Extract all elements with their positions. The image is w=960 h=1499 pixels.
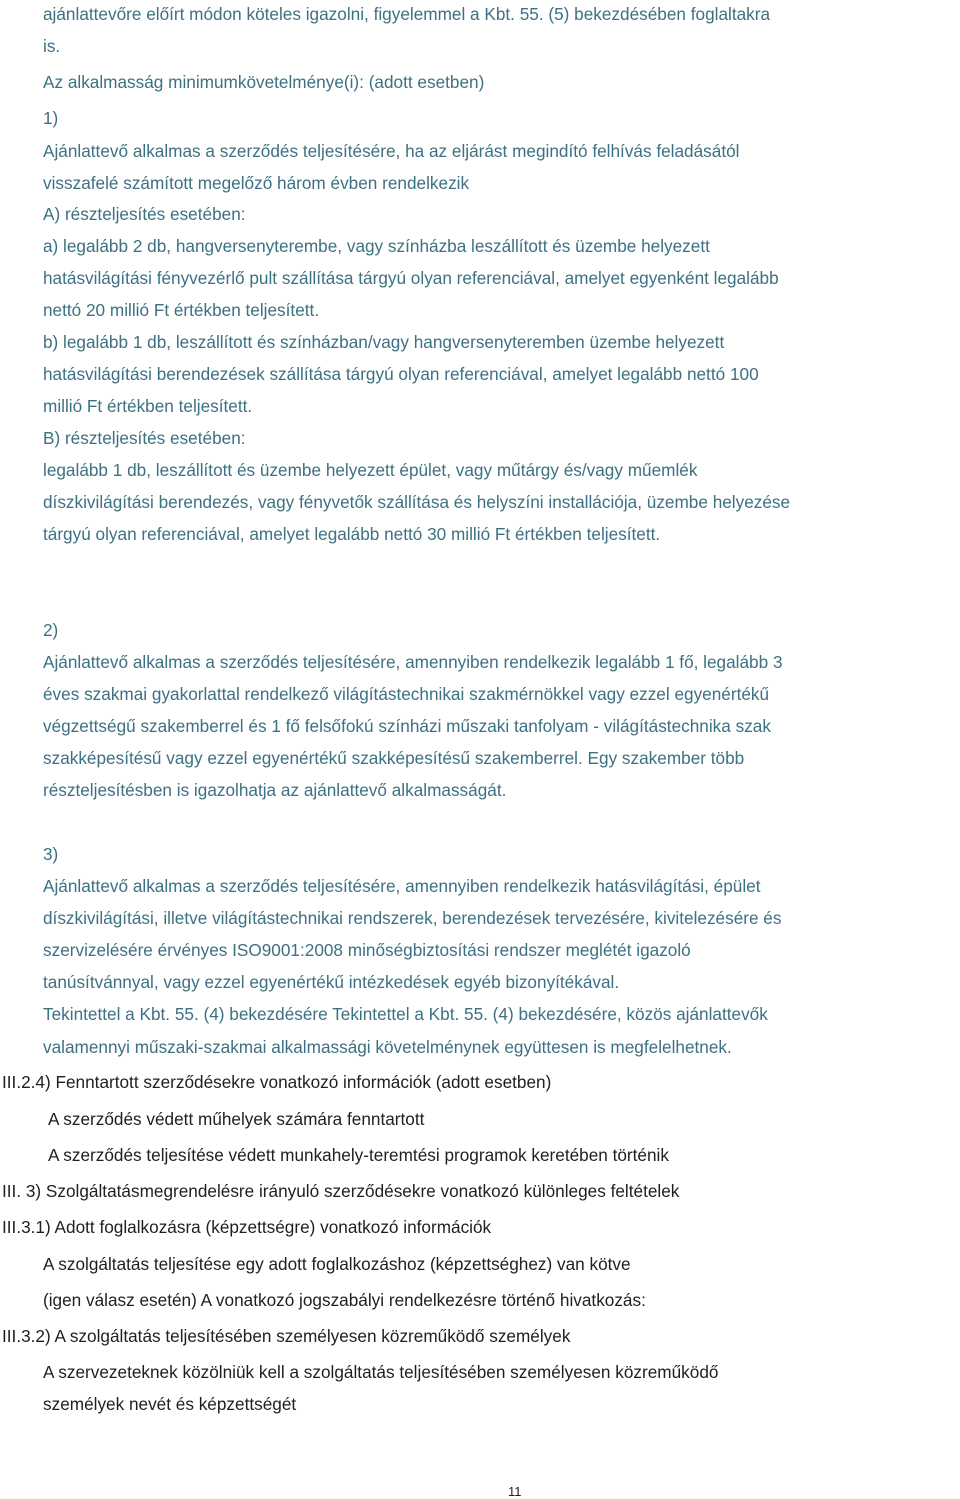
paragraph-line: hatásvilágítási berendezések szállítása tárgyú olyan referenciával, amelyet legalább nettó 100 bbox=[43, 364, 759, 384]
paragraph-line: végzettségű szakemberrel és 1 fő felsőfokú színházi műszaki tanfolyam - világítástechnika szak bbox=[43, 716, 771, 736]
paragraph-line: Ajánlattevő alkalmas a szerződés teljesítésére, amennyiben rendelkezik hatásvilágítási, épület bbox=[43, 876, 761, 896]
paragraph-line: díszkivilágítási berendezés, vagy fényvetők szállítása és helyszíni installációja, üzembe helyezése bbox=[43, 492, 791, 512]
paragraph-line: éves szakmai gyakorlattal rendelkező világítástechnikai szakmérnökkel vagy ezzel egyenértékű bbox=[43, 684, 770, 704]
paragraph-line: a) legalább 2 db, hangversenyterembe, vagy színházba leszállított és üzembe helyezett bbox=[43, 236, 710, 256]
item-number: 1) bbox=[43, 108, 59, 128]
section-heading: III.3.2) A szolgáltatás teljesítésében személyesen közreműködő személyek bbox=[2, 1326, 571, 1346]
paragraph-line: visszafelé számított megelőző három évben rendelkezik bbox=[43, 173, 470, 193]
item-number: 3) bbox=[43, 844, 59, 864]
paragraph-line: millió Ft értékben teljesített. bbox=[43, 396, 253, 416]
paragraph-line: szakképesítésű vagy ezzel egyenértékű szakképesítésű szakemberrel. Egy szakember több bbox=[43, 748, 745, 768]
paragraph-line: szervizelésére érvényes ISO9001:2008 minőségbiztosítási rendszer meglétét igazoló bbox=[43, 940, 691, 960]
paragraph-line: tanúsítvánnyal, vagy ezzel egyenértékű intézkedések egyéb bizonyítékával. bbox=[43, 972, 620, 992]
section-line: személyek nevét és képzettségét bbox=[43, 1394, 297, 1414]
section-title: Az alkalmasság minimumkövetelménye(i): (adott esetben) bbox=[43, 72, 485, 92]
paragraph-line: nettó 20 millió Ft értékben teljesített. bbox=[43, 300, 320, 320]
paragraph-line: Ajánlattevő alkalmas a szerződés teljesítésére, ha az eljárást megindító felhívás feladásától bbox=[43, 141, 740, 161]
paragraph-line: részteljesítésben is igazolhatja az ajánlattevő alkalmasságát. bbox=[43, 780, 507, 800]
section-line: (igen válasz esetén) A vonatkozó jogszabályi rendelkezésre történő hivatkozás: bbox=[43, 1290, 646, 1310]
section-line: A szolgáltatás teljesítése egy adott foglalkozáshoz (képzettséghez) van kötve bbox=[43, 1254, 631, 1274]
paragraph-line: b) legalább 1 db, leszállított és színházban/vagy hangversenyteremben üzembe helyezett bbox=[43, 332, 725, 352]
paragraph-line: Ajánlattevő alkalmas a szerződés teljesítésére, amennyiben rendelkezik legalább 1 fő, legalább 3 bbox=[43, 652, 783, 672]
section-line: A szerződés védett műhelyek számára fenntartott bbox=[48, 1109, 425, 1129]
section-heading: III.2.4) Fenntartott szerződésekre vonatkozó információk (adott esetben) bbox=[2, 1072, 552, 1092]
page-number: 11 bbox=[508, 1484, 522, 1499]
paragraph-line: is. bbox=[43, 36, 61, 56]
subheading: A) részteljesítés esetében: bbox=[43, 204, 246, 224]
paragraph-line: ajánlattevőre előírt módon köteles igazolni, figyelemmel a Kbt. 55. (5) bekezdésében foglaltakra bbox=[43, 4, 771, 24]
section-heading: III.3.1) Adott foglalkozásra (képzettségre) vonatkozó információk bbox=[2, 1217, 492, 1237]
subheading: B) részteljesítés esetében: bbox=[43, 428, 246, 448]
paragraph-line: Tekintettel a Kbt. 55. (4) bekezdésére Tekintettel a Kbt. 55. (4) bekezdésére, közös ajánlattevők bbox=[43, 1004, 768, 1024]
paragraph-line: díszkivilágítási, illetve világítástechnikai rendszerek, berendezések tervezésére, kivitelezésére és bbox=[43, 908, 782, 928]
paragraph-line: hatásvilágítási fényvezérlő pult szállítása tárgyú olyan referenciával, amelyet egyenként legalább bbox=[43, 268, 779, 288]
paragraph-line: legalább 1 db, leszállított és üzembe helyezett épület, vagy műtárgy és/vagy műemlék bbox=[43, 460, 698, 480]
item-number: 2) bbox=[43, 620, 59, 640]
paragraph-line: tárgyú olyan referenciával, amelyet legalább nettó 30 millió Ft értékben teljesített. bbox=[43, 524, 661, 544]
paragraph-line: valamennyi műszaki-szakmai alkalmassági követelménynek együttesen is megfelelhetnek. bbox=[43, 1037, 732, 1057]
section-heading: III. 3) Szolgáltatásmegrendelésre irányuló szerződésekre vonatkozó különleges feltételek bbox=[2, 1181, 680, 1201]
section-line: A szervezeteknek közölniük kell a szolgáltatás teljesítésében személyesen közreműködő bbox=[43, 1362, 719, 1382]
section-line: A szerződés teljesítése védett munkahely-teremtési programok keretében történik bbox=[48, 1145, 669, 1165]
